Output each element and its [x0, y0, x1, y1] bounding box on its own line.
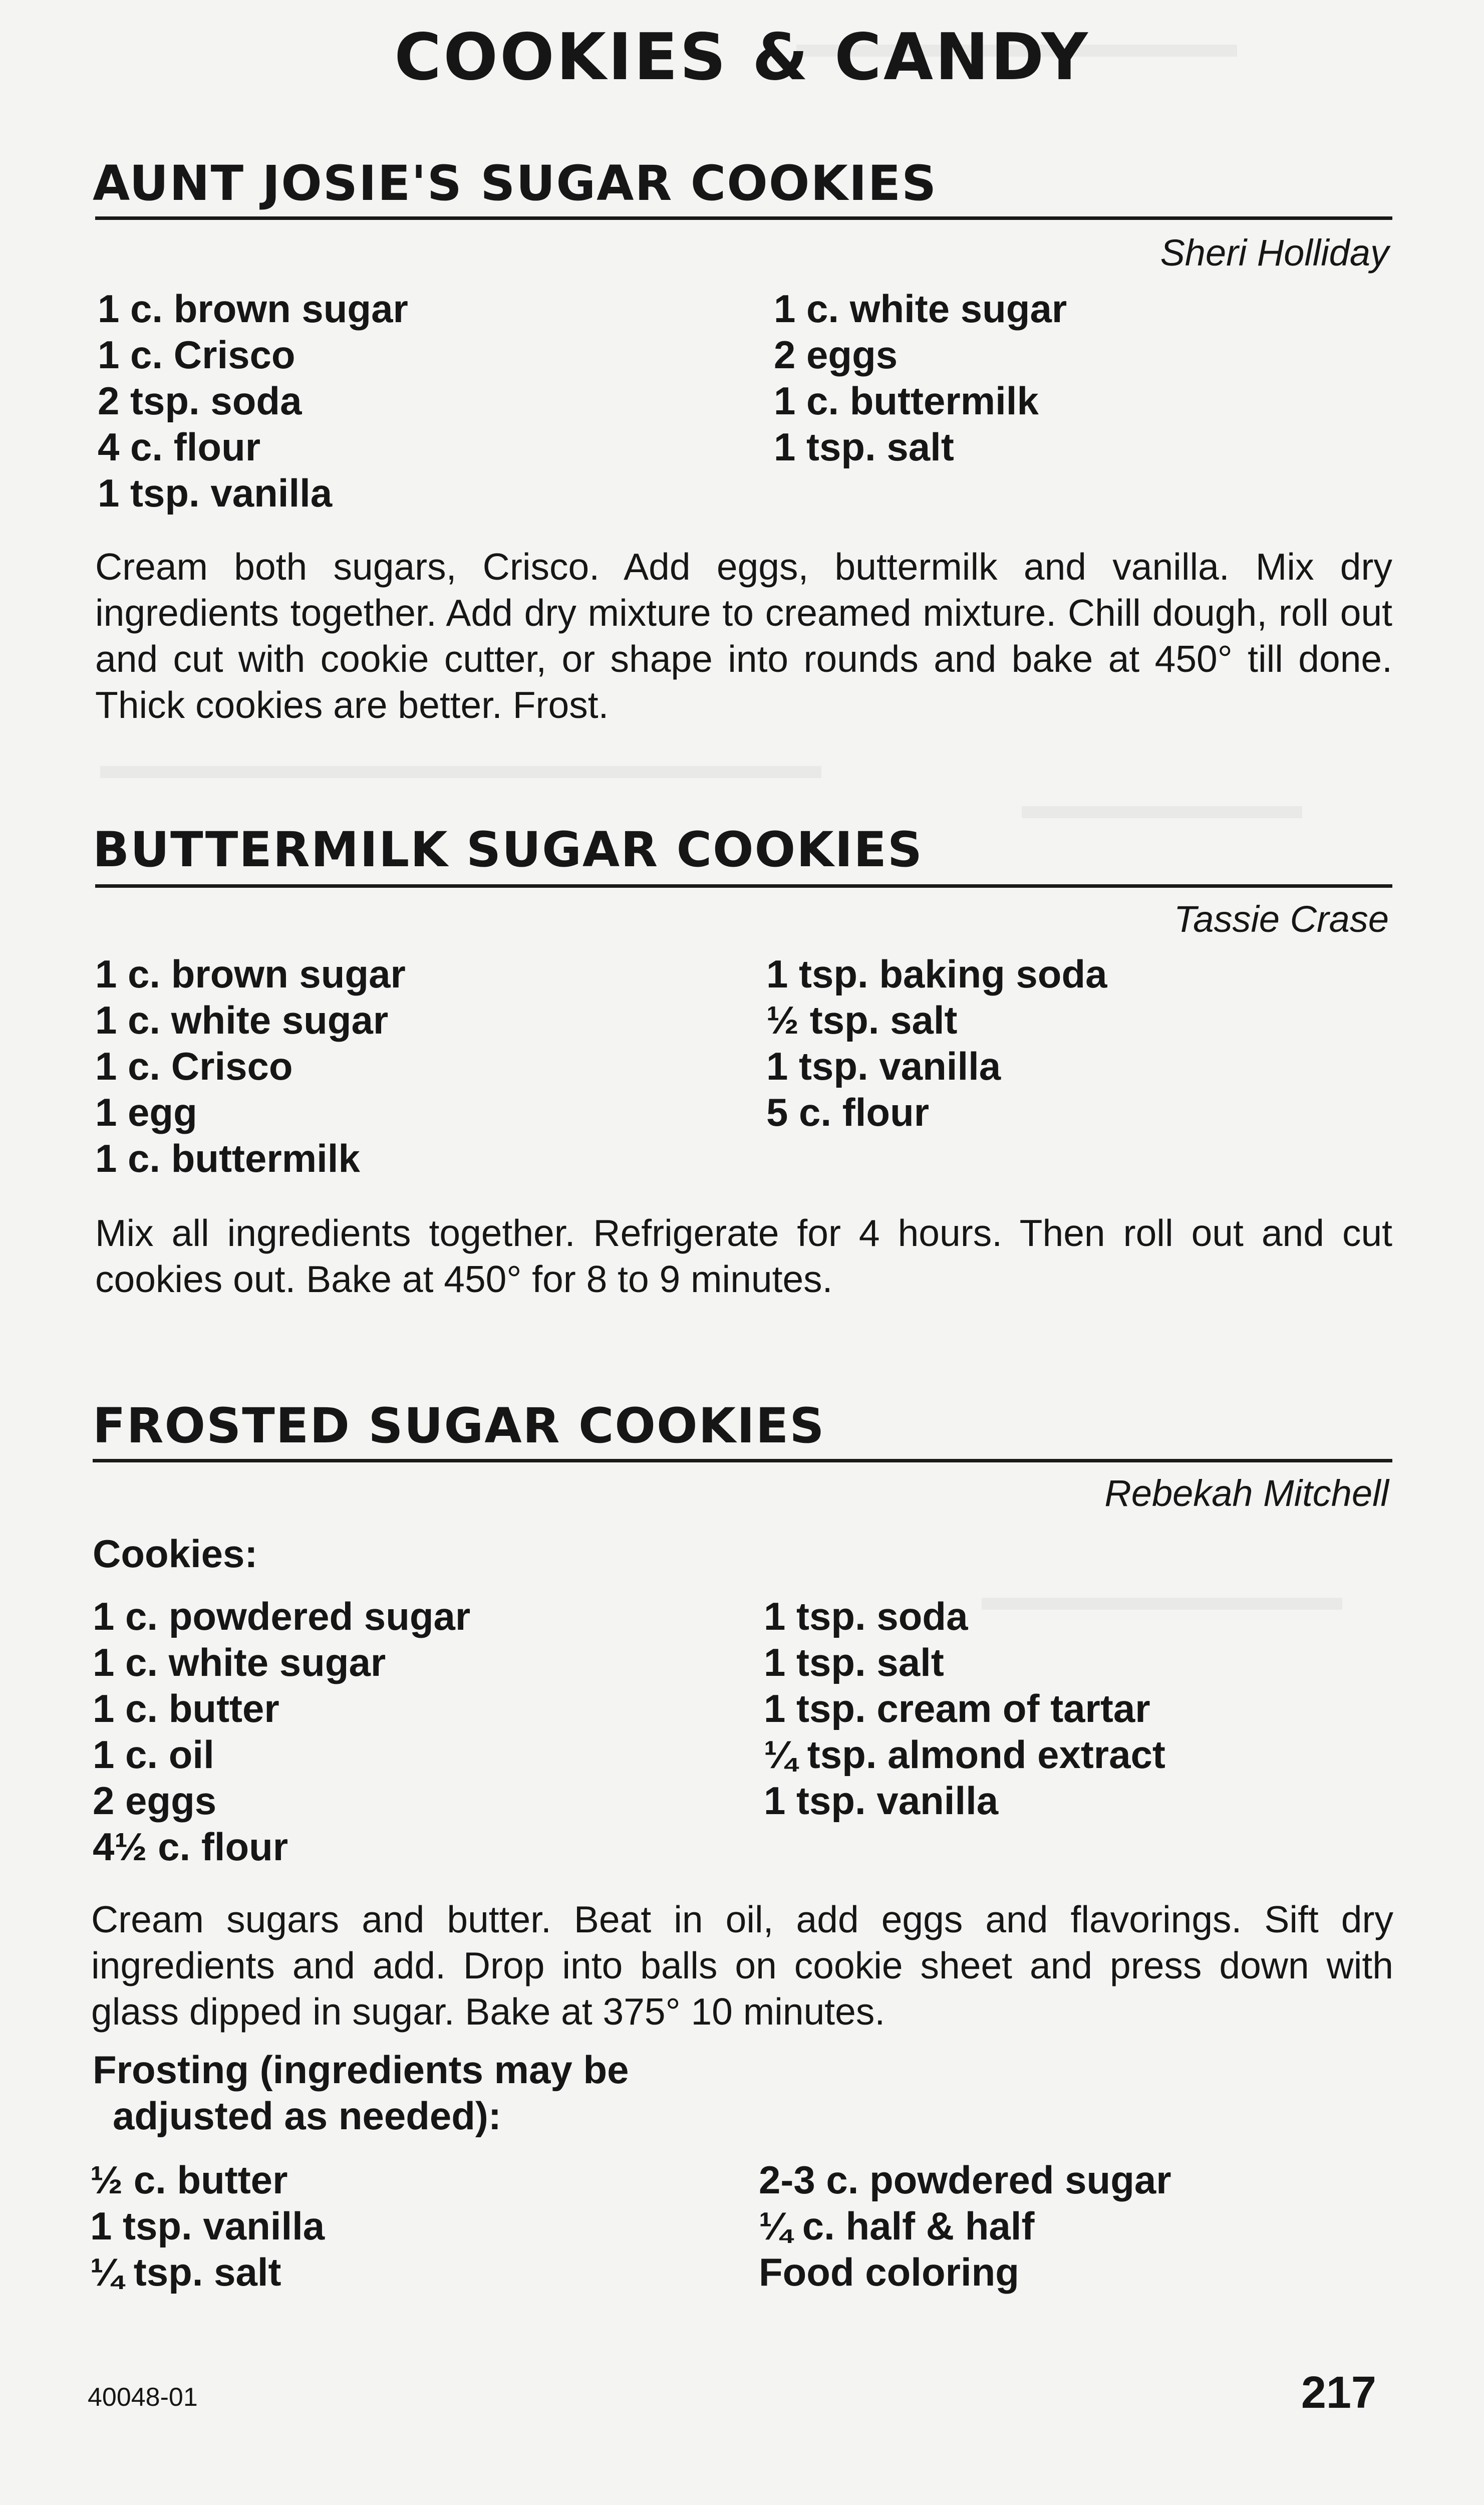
- ingredient: 1 c. butter: [93, 1686, 279, 1730]
- ingredients-right: [774, 286, 1067, 470]
- frosting-label: [93, 2047, 629, 2139]
- ingredient: 1 c. buttermilk: [95, 1136, 360, 1180]
- ingredient: 4 c. flour: [98, 425, 261, 469]
- recipe-title: FROSTED SUGAR COOKIES: [93, 1398, 825, 1454]
- ingredient: 4½ c. flour: [93, 1825, 288, 1869]
- bleed-through-text: [1022, 782, 1302, 828]
- ingredient: 1 c. powdered sugar: [93, 1594, 471, 1638]
- title-rule: [95, 216, 1392, 220]
- bleed-through-text: [100, 741, 821, 788]
- ingredient: 1 tsp. soda: [764, 1594, 968, 1638]
- recipe-author: Tassie Crase: [1173, 898, 1389, 940]
- recipe-directions: Cream sugars and butter. Beat in oil, add eggs and flavorings. Sift dry ingredients and add. Drop into balls on cookie sheet and press down with glass dipped in sugar. Bake at 375° 10 minutes.: [91, 1898, 1393, 2033]
- ingredient: 1 tsp. vanilla: [766, 1044, 1001, 1088]
- cookies-label: Cookies:: [93, 1532, 258, 1576]
- ingredient: 2 eggs: [774, 333, 898, 377]
- ingredient: 1 c. Crisco: [95, 1044, 293, 1088]
- ingredients-left: [95, 951, 406, 1181]
- title-rule: [93, 1459, 1392, 1462]
- ingredient: 1 tsp. salt: [774, 425, 954, 469]
- ingredients-left: [93, 1593, 470, 1870]
- ingredients-right: [764, 1593, 1165, 1824]
- frosting-label-line: adjusted as needed):: [113, 2094, 501, 2138]
- recipe-title: AUNT JOSIE'S SUGAR COOKIES: [93, 155, 938, 211]
- ingredient: ¼ tsp. almond extract: [764, 1732, 1165, 1777]
- ingredient: ½ c. butter: [90, 2158, 288, 2202]
- ingredient: 1 c. oil: [93, 1732, 214, 1777]
- ingredient: ½ tsp. salt: [766, 998, 958, 1042]
- ingredient: 1 tsp. vanilla: [98, 471, 333, 515]
- ingredient: 1 c. Crisco: [98, 333, 295, 377]
- ingredient: 5 c. flour: [766, 1090, 930, 1134]
- recipe-author: Sheri Holliday: [1160, 232, 1389, 274]
- ingredient: 1 c. white sugar: [774, 287, 1067, 331]
- recipe-directions: Mix all ingredients together. Refrigerate for 4 hours. Then roll out and cut cookies out. Bake at 450° for 8 to 9 minutes.: [95, 1212, 1392, 1300]
- page-title: COOKIES & CANDY: [394, 20, 1090, 95]
- ingredients-left: [98, 286, 408, 516]
- ingredient: Food coloring: [759, 2250, 1019, 2294]
- frosting-label-line: Frosting (ingredients may be: [93, 2048, 629, 2092]
- ingredient: 1 tsp. cream of tartar: [764, 1686, 1150, 1730]
- ingredient: 1 tsp. baking soda: [766, 952, 1107, 996]
- ingredient: ¼ tsp. salt: [90, 2250, 281, 2294]
- ingredient: ¼ c. half & half: [759, 2204, 1035, 2248]
- ingredient: 1 tsp. vanilla: [764, 1779, 999, 1823]
- frosting-ingredients-left: [90, 2157, 325, 2295]
- ingredient: 1 c. brown sugar: [95, 952, 406, 996]
- ingredient: 2-3 c. powdered sugar: [759, 2158, 1171, 2202]
- ingredients-right: [766, 951, 1107, 1135]
- ingredient: 2 tsp. soda: [98, 379, 302, 423]
- ingredient: 2 eggs: [93, 1779, 217, 1823]
- ingredient: 1 c. brown sugar: [98, 287, 408, 331]
- ingredient: 1 egg: [95, 1090, 197, 1134]
- recipe-title: BUTTERMILK SUGAR COOKIES: [93, 822, 924, 878]
- ingredient: 1 c. white sugar: [95, 998, 389, 1042]
- recipe-directions: Cream both sugars, Crisco. Add eggs, buttermilk and vanilla. Mix dry ingredients together. Add dry mixture to creamed mixture. Chill dough, roll out and cut with cookie cutter, or shape into rounds and bake at 450° till done. Thick cookies are better. Frost.: [95, 546, 1392, 726]
- footer-code: 40048-01: [88, 2383, 198, 2412]
- title-rule: [95, 884, 1392, 888]
- frosting-ingredients-right: [759, 2157, 1171, 2295]
- ingredient: 1 tsp. salt: [764, 1640, 944, 1684]
- ingredient: 1 tsp. vanilla: [90, 2204, 325, 2248]
- ingredient: 1 c. white sugar: [93, 1640, 386, 1684]
- ingredient: 1 c. buttermilk: [774, 379, 1039, 423]
- recipe-author: Rebekah Mitchell: [1104, 1472, 1389, 1514]
- page-number: 217: [1301, 2368, 1376, 2418]
